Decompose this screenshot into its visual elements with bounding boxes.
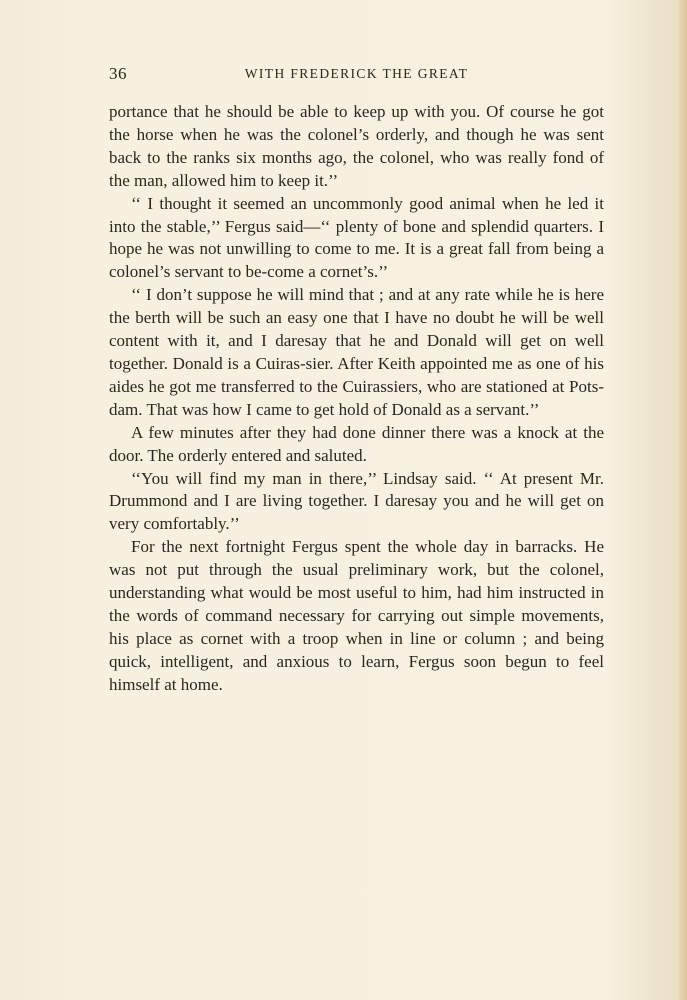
running-title: WITH FREDERICK THE GREAT (244, 66, 469, 81)
paragraph: ‘‘You will find my man in there,’’ Lindsay said. ‘‘ At present Mr. Drummond and I are living together. I daresay you and he will get on very comfortably.’’ (109, 468, 604, 534)
running-head (109, 64, 604, 86)
body-text (109, 101, 604, 697)
page-edge (679, 0, 687, 1000)
page-number: 36 (109, 64, 127, 83)
paragraph: A few minutes after they had done dinner there was a knock at the door. The orderly entered and saluted. (109, 422, 604, 465)
paragraph: ‘‘ I thought it seemed an uncommonly good animal when he led it into the stable,’’ Fergus said—‘‘ plenty of bone and splendid quarters. I hope he was not unwilling to come to me. It is a great fall from being a colonel’s servant to be-come a cornet’s.’’ (109, 193, 604, 282)
paragraph-continued: portance that he should be able to keep up with you. Of course he got the horse when he was the colonel’s orderly, and though he was sent back to the ranks six months ago, the colonel, who was really fond of the man, allowed him to keep it.’’ (109, 102, 604, 190)
paragraph: For the next fortnight Fergus spent the whole day in barracks. He was not put through the usual preliminary work, but the colonel, understanding what would be most useful to him, had him instructed in the words of command necessary for carrying out simple movements, his place as cornet with a troop when in line or column ; and being quick, intelligent, and anxious to learn, Fergus soon begun to feel himself at home. (109, 537, 604, 694)
paragraph: ‘‘ I don’t suppose he will mind that ; and at any rate while he is here the berth will be such an easy one that I have no doubt he will be well content with it, and I daresay that he and Donald will get on well together. Donald is a Cuiras-sier. After Keith appointed me as one of his aides he got me transferred to the Cuirassiers, who are stationed at Pots-dam. That was how I came to get hold of Donald as a servant.’’ (109, 285, 604, 419)
